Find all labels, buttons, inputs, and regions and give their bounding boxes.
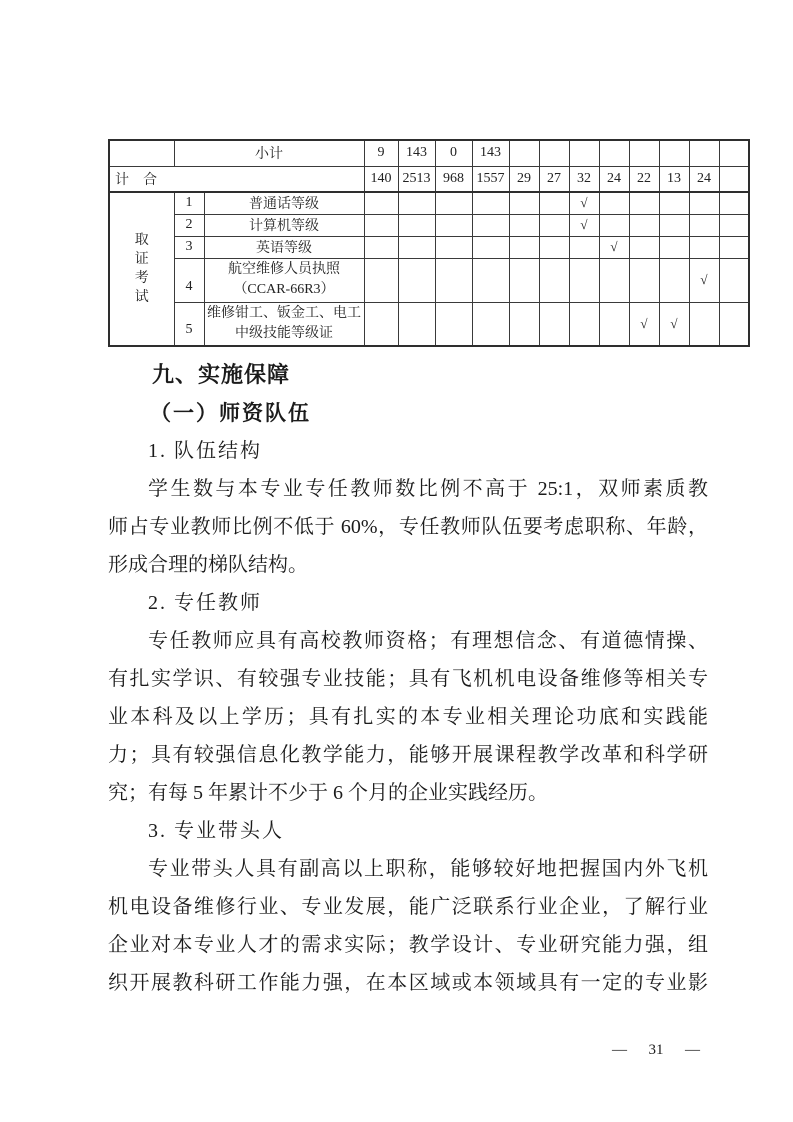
footer-right-dash: — xyxy=(685,1042,700,1058)
table-cell: 968 xyxy=(435,166,472,192)
para-team-structure-line: 形成合理的梯队结构。 xyxy=(108,554,308,576)
table-cell: 航空维修人员执照 （CCAR-66R3） xyxy=(204,258,364,302)
table-cell: 143 xyxy=(398,140,435,166)
table-cell xyxy=(539,302,569,346)
table-cell xyxy=(364,192,398,214)
heading-full-time-teachers: 2. 专任教师 xyxy=(148,592,262,614)
table-cell: 24 xyxy=(599,166,629,192)
table-cell xyxy=(689,302,719,346)
table-cell xyxy=(435,236,472,258)
table-cell xyxy=(539,236,569,258)
para-team-structure-line: 学生数与本专业专任教师数比例不高于 25:1，双师素质教 xyxy=(148,478,708,500)
table-cell: 2 xyxy=(174,214,204,236)
table-cell: 4 xyxy=(174,258,204,302)
table-cell xyxy=(599,140,629,166)
table-cell: 2513 xyxy=(398,166,435,192)
table-cell xyxy=(689,192,719,214)
table-cell xyxy=(472,214,509,236)
table-cell xyxy=(472,302,509,346)
heading-program-leader: 3. 专业带头人 xyxy=(148,820,284,842)
table-cell xyxy=(569,258,599,302)
table-cell xyxy=(539,214,569,236)
table-cell: 5 xyxy=(174,302,204,346)
table-cell xyxy=(659,140,689,166)
table-cell: 140 xyxy=(364,166,398,192)
para-full-time-teachers-line: 业本科及以上学历；具有扎实的本专业相关理论功底和实践能 xyxy=(108,706,708,728)
table-cell xyxy=(509,214,539,236)
table-cell xyxy=(719,140,749,166)
table-cell: 维修钳工、钣金工、电工 中级技能等级证 xyxy=(204,302,364,346)
table-cell: 小计 xyxy=(174,140,364,166)
para-program-leader-line: 企业对本专业人才的需求实际；教学设计、专业研究能力强，组 xyxy=(108,934,708,956)
table-cell xyxy=(719,166,749,192)
table-cell xyxy=(398,214,435,236)
para-full-time-teachers-line: 力；具有较强信息化教学能力，能够开展课程教学改革和科学研 xyxy=(108,744,708,766)
checkmark: √ xyxy=(569,214,599,236)
table-cell: 13 xyxy=(659,166,689,192)
table-row xyxy=(109,192,749,214)
heading-faculty-team: （一）师资队伍 xyxy=(150,401,311,425)
table-cell: 29 xyxy=(509,166,539,192)
table-cell: 27 xyxy=(539,166,569,192)
table-cell xyxy=(364,302,398,346)
table-cell: 22 xyxy=(629,166,659,192)
table-cell xyxy=(109,140,174,166)
footer-left-dash: — xyxy=(612,1042,627,1058)
table-cell: 1 xyxy=(174,192,204,214)
table-cell xyxy=(509,258,539,302)
table-cell xyxy=(659,236,689,258)
checkmark: √ xyxy=(659,302,689,346)
table-cell xyxy=(719,214,749,236)
table-cell xyxy=(659,192,689,214)
table-cell xyxy=(364,214,398,236)
para-full-time-teachers-line: 有扎实学识、有较强专业技能；具有飞机机电设备维修等相关专 xyxy=(108,668,708,690)
para-team-structure-line: 师占专业教师比例不低于 60%，专任教师队伍要考虑职称、年龄， xyxy=(108,516,708,538)
table-cell xyxy=(364,236,398,258)
table-row xyxy=(109,140,749,166)
para-program-leader-line: 专业带头人具有副高以上职称，能够较好地把握国内外飞机 xyxy=(148,858,708,880)
checkmark: √ xyxy=(569,192,599,214)
table-cell xyxy=(398,302,435,346)
table-cell: 计算机等级 xyxy=(204,214,364,236)
table-cell xyxy=(629,236,659,258)
table-cell xyxy=(398,236,435,258)
page-number: 31 xyxy=(648,1042,664,1058)
table-cell xyxy=(569,302,599,346)
heading-team-structure: 1. 队伍结构 xyxy=(148,440,262,462)
table-cell xyxy=(599,258,629,302)
table-cell xyxy=(509,192,539,214)
checkmark: √ xyxy=(629,302,659,346)
heading-implementation-guarantee: 九、实施保障 xyxy=(152,362,291,387)
table-cell xyxy=(569,140,599,166)
para-program-leader-line: 机电设备维修行业、专业发展，能广泛联系行业企业，了解行业 xyxy=(108,896,708,918)
table-cell xyxy=(629,214,659,236)
para-program-leader-line: 织开展教科研工作能力强，在本区域或本领域具有一定的专业影 xyxy=(108,972,708,994)
table-cell xyxy=(435,214,472,236)
table-cell xyxy=(398,192,435,214)
table-row xyxy=(109,214,749,236)
table-row xyxy=(109,302,749,346)
table-cell: 计 合 xyxy=(109,166,364,192)
table-cell: 取 证 考 试 xyxy=(109,192,174,346)
table-cell xyxy=(398,258,435,302)
para-full-time-teachers-line: 究；有每 5 年累计不少于 6 个月的企业实践经历。 xyxy=(108,782,548,804)
table-cell xyxy=(569,236,599,258)
table-cell xyxy=(472,192,509,214)
table-cell xyxy=(689,236,719,258)
table-cell xyxy=(539,258,569,302)
para-full-time-teachers-line: 专任教师应具有高校教师资格；有理想信念、有道德情操、 xyxy=(148,630,708,652)
table-cell xyxy=(472,236,509,258)
checkmark: √ xyxy=(689,258,719,302)
table-cell xyxy=(435,302,472,346)
table-cell xyxy=(509,302,539,346)
table-cell: 英语等级 xyxy=(204,236,364,258)
table-cell: 0 xyxy=(435,140,472,166)
table-cell xyxy=(509,140,539,166)
table-cell: 1557 xyxy=(472,166,509,192)
table-cell xyxy=(629,258,659,302)
table-cell: 24 xyxy=(689,166,719,192)
table-row xyxy=(109,166,749,192)
table-cell xyxy=(509,236,539,258)
table-cell xyxy=(599,214,629,236)
table-cell xyxy=(719,302,749,346)
table-cell xyxy=(629,192,659,214)
table-cell xyxy=(539,140,569,166)
document-body xyxy=(108,356,708,1002)
table-cell xyxy=(719,236,749,258)
table-cell xyxy=(629,140,659,166)
table-row xyxy=(109,258,749,302)
table-cell xyxy=(472,258,509,302)
table-cell: 143 xyxy=(472,140,509,166)
table-cell xyxy=(599,302,629,346)
table-cell xyxy=(659,258,689,302)
table-cell xyxy=(689,140,719,166)
table-cell: 3 xyxy=(174,236,204,258)
table-cell: 32 xyxy=(569,166,599,192)
table-cell xyxy=(539,192,569,214)
checkmark: √ xyxy=(599,236,629,258)
table-cell xyxy=(719,192,749,214)
table-cell: 普通话等级 xyxy=(204,192,364,214)
table-cell xyxy=(364,258,398,302)
table-row xyxy=(109,236,749,258)
certification-exam-table xyxy=(108,139,750,347)
table-cell xyxy=(689,214,719,236)
table-cell xyxy=(435,192,472,214)
table-cell: 9 xyxy=(364,140,398,166)
table-cell xyxy=(435,258,472,302)
table-cell xyxy=(719,258,749,302)
page-footer xyxy=(612,1042,700,1059)
table-cell xyxy=(599,192,629,214)
table-cell xyxy=(659,214,689,236)
